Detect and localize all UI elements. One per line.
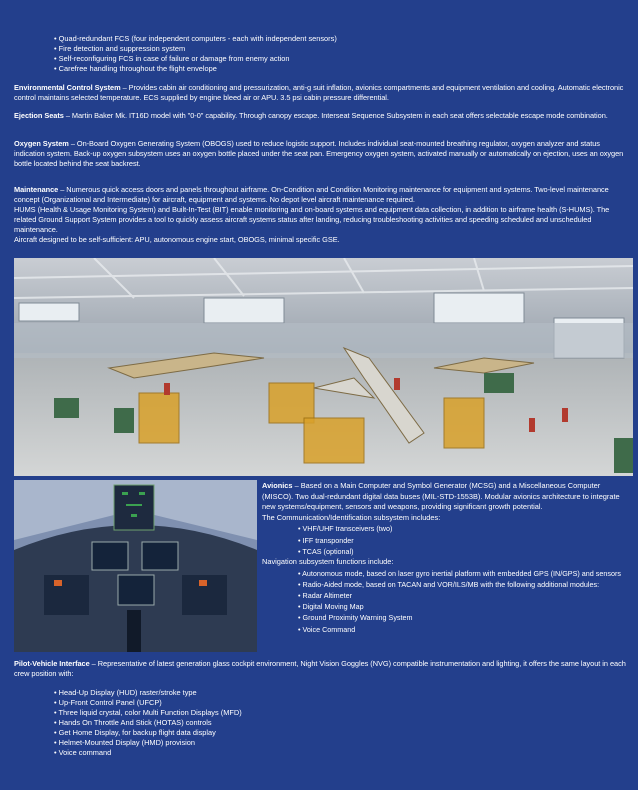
list-item: • Three liquid crystal, color Multi Function Displays (MFD) [54,708,242,718]
maintenance-paragraph [14,185,626,245]
list-item: • Up-Front Control Panel (UFCP) [54,698,242,708]
cockpit-photo [14,480,257,652]
ecs-paragraph [14,83,626,103]
list-item: • IFF transponder [298,535,632,546]
comm-intro: The Communication/Identification subsystem includes: [262,512,441,522]
avionics-section [262,481,632,635]
oxygen-paragraph [14,139,626,169]
avionics-heading: Avionics [262,481,293,490]
list-item: • Hands On Throttle And Stick (HOTAS) controls [54,718,242,728]
maintenance-self-sufficient: Aircraft designed to be self-sufficient: APU, autonomous engine start, OBOGS, minimal specific GSE. [14,235,340,244]
maintenance-heading: Maintenance [14,185,59,194]
fcs-bullet-list [54,34,337,74]
oxygen-text: – On-Board Oxygen Generating System (OBOGS) used to reduce logistic support. Includes individual seat-mounted breathing regulator, oxygen analyzer and status indication system. Back-up oxygen subsystem uses an oxygen bottle placed under the seat pan. Emergency oxygen system, activated manually or automatically on ejection, uses an oxygen bottle located behind the seat backrest. [14,139,624,168]
list-item: • VHF/UHF transceivers (two) [298,523,632,534]
ejection-paragraph [14,111,626,121]
ejection-text: – Martin Baker Mk. IT16D model with "0-0" capability. Through canopy escape. Interseat Sequence Subsystem in each seat offers selectable escape mode combination. [63,111,608,120]
list-item: • Get Home Display, for backup flight data display [54,728,242,738]
ejection-heading: Ejection Seats [14,111,64,120]
list-item: • Fire detection and suppression system [54,44,337,54]
list-item: • Radar Altimeter [298,590,632,601]
list-item: • TCAS (optional) [298,546,632,557]
ecs-text: – Provides cabin air conditioning and pressurization, anti-g suit inflation, avionics compartments and equipment ventilation and cooling. Automatic electronic control maintains selected temperature. ECS supplied by engine bleed air or APU. 3.5 psi cabin pressure differential. [14,83,624,102]
list-item: • Radio-Aided mode, based on TACAN and VOR/ILS/MB with the following additional modules: [298,579,632,590]
list-item: • Carefree handling throughout the flight envelope [54,64,337,74]
list-item: • Voice command [54,748,242,758]
maintenance-hums: HUMS (Health & Usage Monitoring System) and Built-In-Test (BIT) enable monitoring and on-board systems and equipment data collection, in addition to airframe health (S-HUMS). The related Ground Support System provides a tool to quickly assess aircraft systems status after landing, reducing troubleshooting activities and speeding scheduled and unscheduled maintenance. [14,205,610,234]
pvi-bullet-list [54,688,242,758]
list-item: • Autonomous mode, based on laser gyro inertial platform with embedded GPS (IN/GPS) and sensors [298,568,632,579]
pvi-heading: Pilot-Vehicle Interface [14,659,90,668]
list-item: • Head-Up Display (HUD) raster/stroke type [54,688,242,698]
nav-list [262,568,632,635]
hangar-photo [14,258,633,476]
list-item: • Helmet-Mounted Display (HMD) provision [54,738,242,748]
list-item: • Quad-redundant FCS (four independent computers - each with independent sensors) [54,34,337,44]
list-item: • Self-reconfiguring FCS in case of failure or damage from enemy action [54,54,337,64]
list-item: • Digital Moving Map [298,601,632,612]
comm-list [262,523,632,557]
pvi-paragraph [14,659,626,679]
oxygen-heading: Oxygen System [14,139,69,148]
pvi-text: – Representative of latest generation glass cockpit environment, Night Vision Goggles (NVG) compatible instrumentation and lighting, it offers the same layout in each crew position with: [14,659,626,678]
nav-intro: Navigation subsystem functions include: [262,556,394,566]
ecs-heading: Environmental Control System [14,83,121,92]
list-item: • Voice Command [298,624,632,635]
maintenance-text: – Numerous quick access doors and panels throughout airframe. On-Condition and Condition Monitoring maintenance for equipment and systems. Two-level maintenance concept (Organizational and Intermediate) for aircraft, equipment and systems. No depot level aircraft maintenance required. [14,185,609,204]
avionics-text: – Based on a Main Computer and Symbol Generator (MCSG) and a Miscellaneous Computer (MISCO). Two dual-redundant digital data buses (MIL-STD-1553B). Modular avionics architecture to integrate new systems/equipment, sensors and weapons, providing significant growth potential. [262,481,620,512]
list-item: • Ground Proximity Warning System [298,612,632,623]
